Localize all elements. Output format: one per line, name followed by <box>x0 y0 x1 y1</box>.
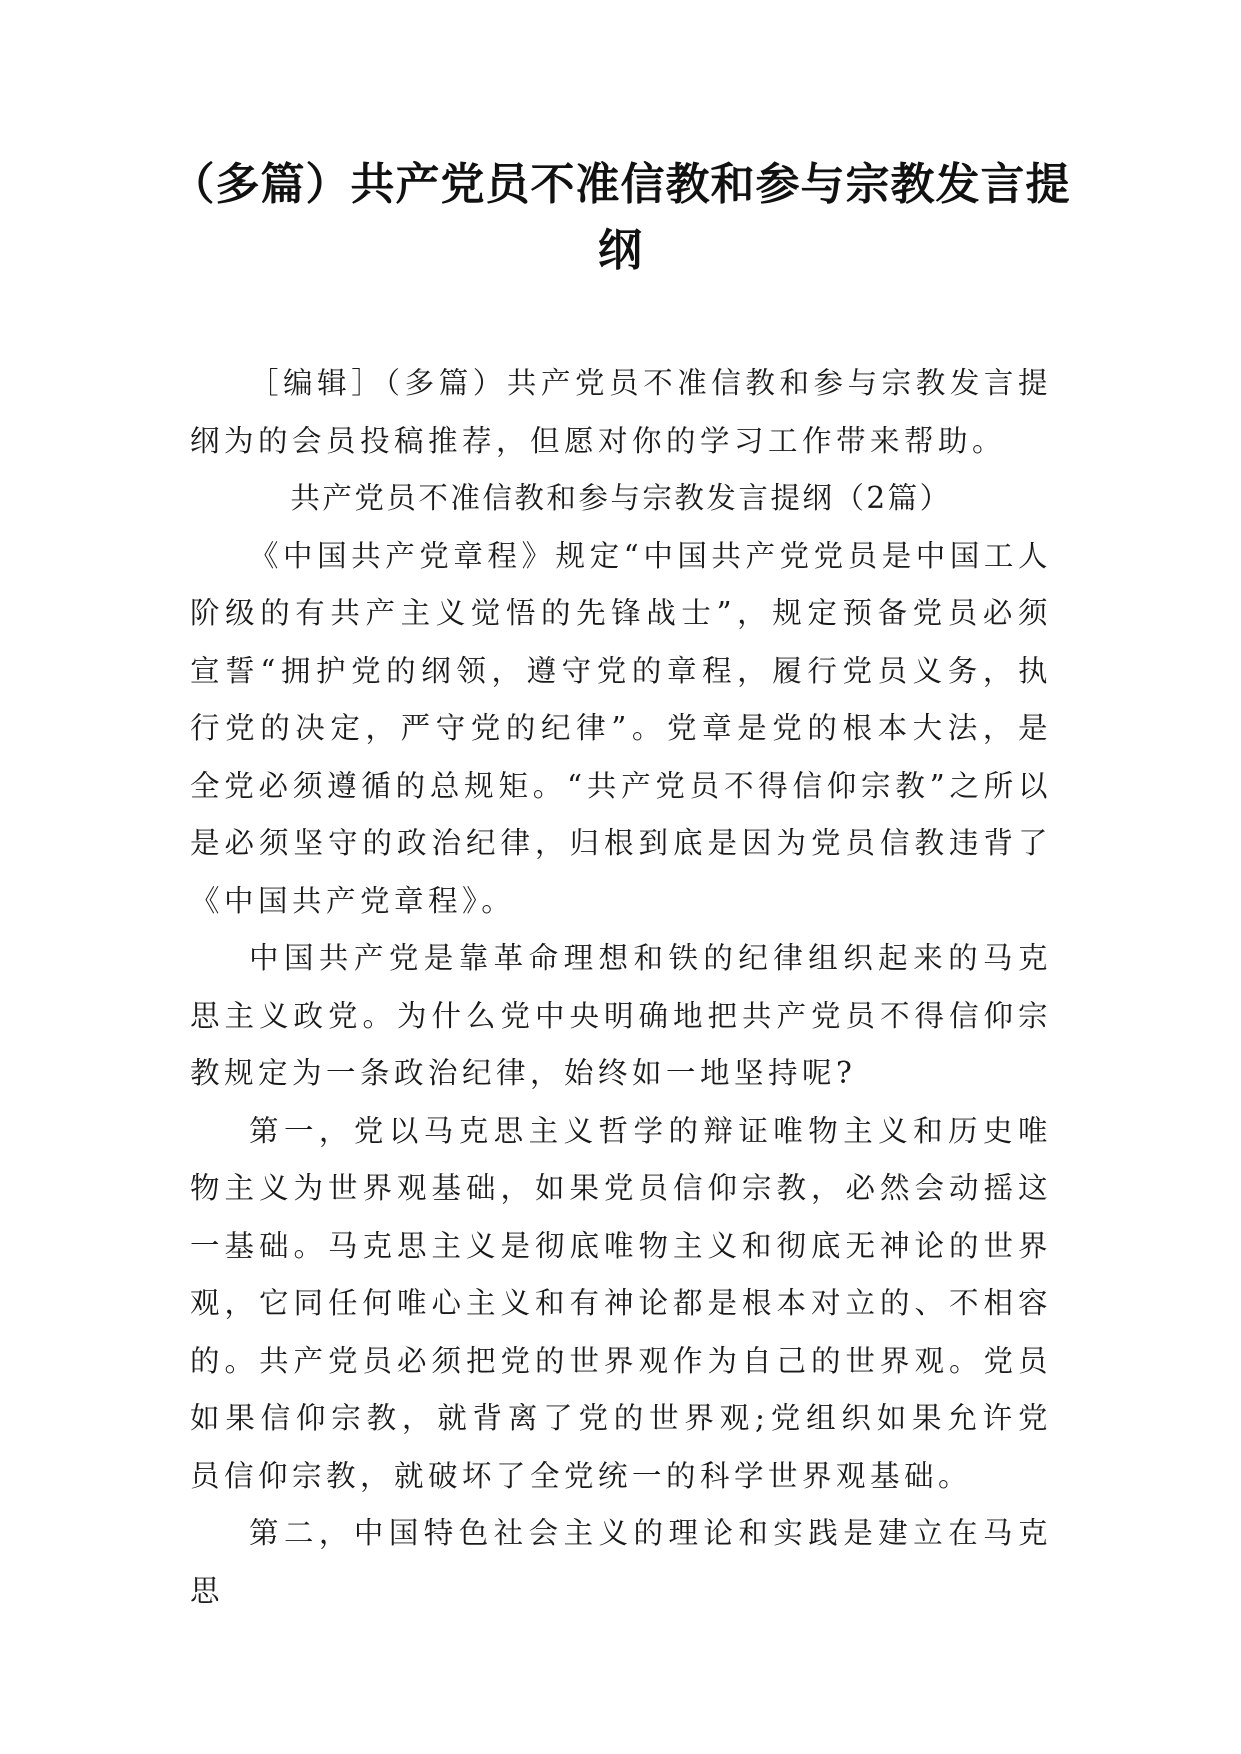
section-heading: 共产党员不准信教和参与宗教发言提纲（2篇） <box>290 481 952 515</box>
body-paragraph: 《中国共产党章程》规定“中国共产党党员是中国工人阶级的有共产主义觉悟的先锋战士”，规定预备党员必须宣誓“拥护党的纲领，遵守党的章程，履行党员义务，执行党的决定，严守党的纪律”。党章是党的根本大法，是全党必须遵循的总规矩。“共产党员不得信仰宗教”之所以是必须坚守的政治纪律，归根到底是因为党员信教违背了《中国共产党章程》。 <box>190 538 1052 918</box>
body-paragraph: 中国共产党是靠革命理想和铁的纪律组织起来的马克思主义政党。为什么党中央明确地把共产党员不得信仰宗教规定为一条政治纪律，始终如一地坚持呢? <box>190 941 1052 1090</box>
body-paragraph: 第一，党以马克思主义哲学的辩证唯物主义和历史唯物主义为世界观基础，如果党员信仰宗教，必然会动摇这一基础。马克思主义是彻底唯物主义和彻底无神论的世界观，它同任何唯心主义和有神论都是根本对立的、不相容的。共产党员必须把党的世界观作为自己的世界观。党员如果信仰宗教，就背离了党的世界观;党组织如果允许党员信仰宗教，就破坏了全党统一的科学世界观基础。 <box>190 1113 1052 1493</box>
intro-paragraph: ［编辑］（多篇）共产党员不准信教和参与宗教发言提纲为的会员投稿推荐，但愿对你的学习工作带来帮助。 <box>190 366 1052 458</box>
document-body <box>190 355 1052 1620</box>
document-title: （多篇）共产党员不准信教和参与宗教发言提纲 <box>170 159 1071 276</box>
body-paragraph: 第二，中国特色社会主义的理论和实践是建立在马克思 <box>190 1516 1052 1608</box>
